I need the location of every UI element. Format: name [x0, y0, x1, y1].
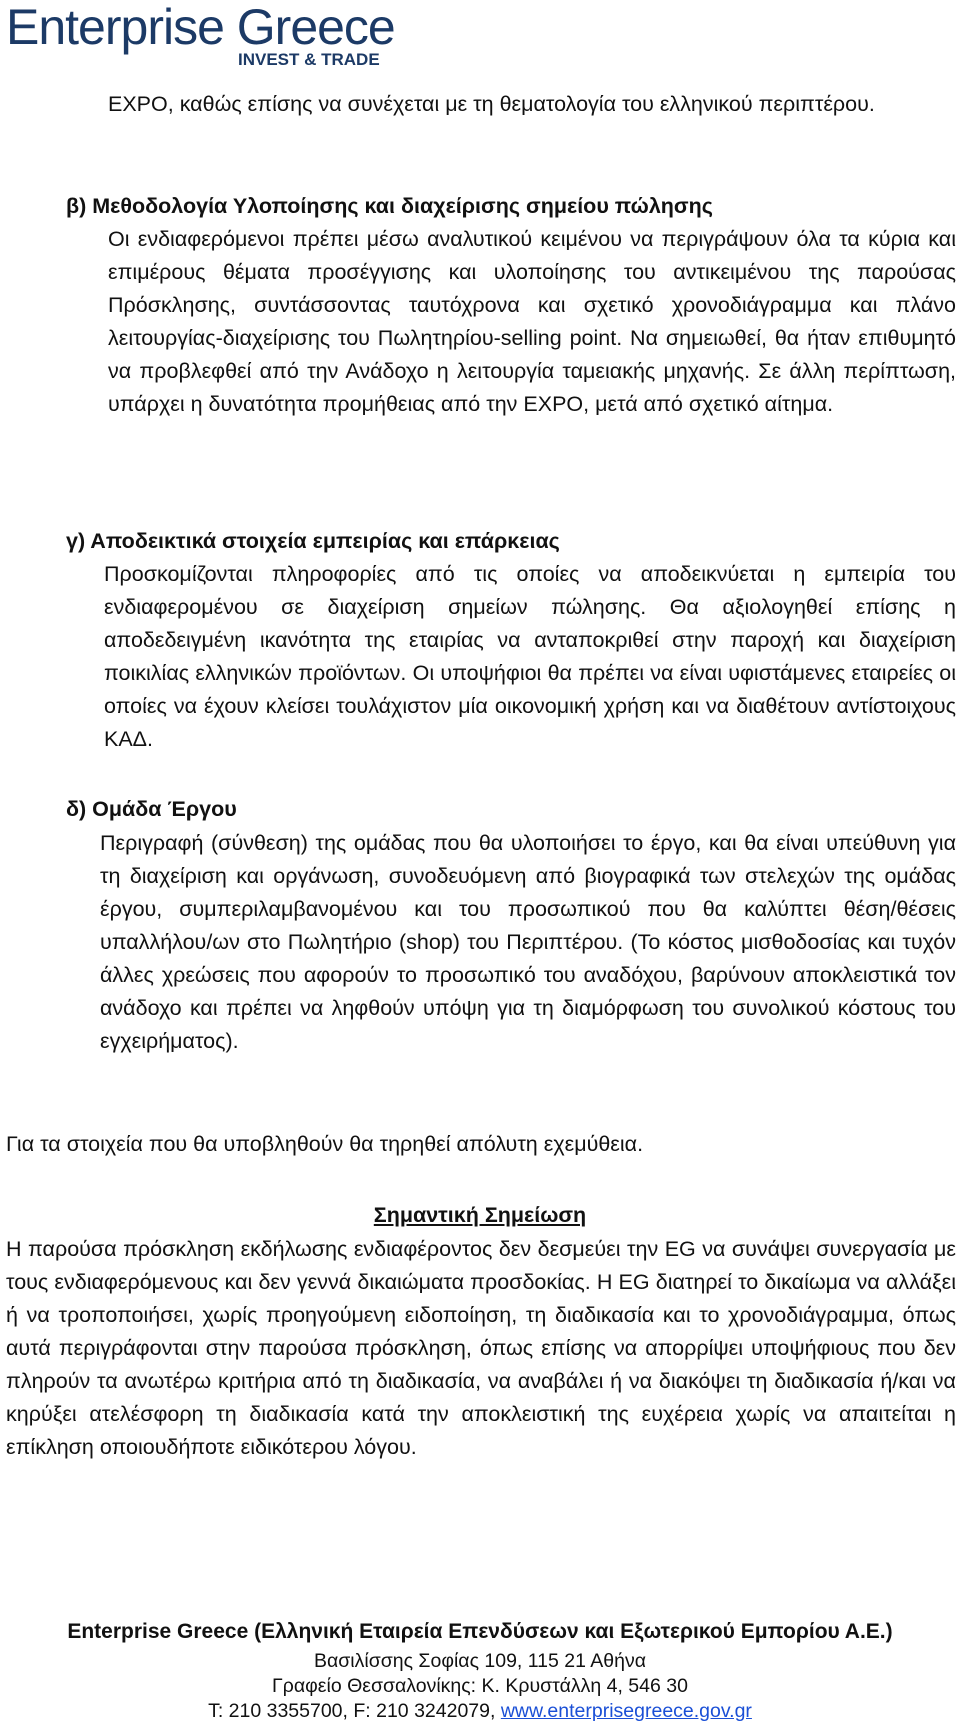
logo-title: Enterprise Greece [6, 0, 395, 55]
section-d-heading: δ) Ομάδα Έργου [66, 797, 237, 821]
enterprise-greece-logo [6, 2, 406, 70]
logo-subtitle: INVEST & TRADE [238, 50, 380, 69]
footer-website-link[interactable]: www.enterprisegreece.gov.gr [500, 1700, 752, 1722]
section-c-heading: γ) Αποδεικτικά στοιχεία εμπειρίας και επάρκειας [66, 529, 560, 553]
section-c-body: Προσκομίζονται πληροφορίες από τις οποίες να αποδεικνύεται η εμπειρία του ενδιαφερομένου σε διαχείριση σημείων πώλησης. Θα αξιολογηθεί επίσης η αποδεδειγμένη ικανότητα της εταιρίας να ανταποκριθεί στην παροχή και διαχείριση ποικιλίας ελληνικών προϊόντων. Οι υποψήφιοι θα πρέπει να είναι υφιστάμενες εταιρείες οι οποίες να έχουν κλείσει τουλάχιστον μία οικονομική χρήση και να διαθέτουν αντίστοιχους ΚΑΔ. [104, 562, 956, 751]
important-note-body: Η παρούσα πρόσκληση εκδήλωσης ενδιαφέροντος δεν δεσμεύει την EG να συνάψει συνεργασία με τους ενδιαφερόμενους και δεν γεννά δικαιώματα προσδοκίας. Η EG διατηρεί το δικαίωμα να αλλάξει ή να τροποποιήσει, χωρίς προηγούμενη ειδοποίηση, τη διαδικασία και το χρονοδιάγραμμα, όπως αυτά περιγράφονται στην παρούσα πρόσκληση, όπως επίσης να απορρίψει υποψήφιους που δεν πληρούν τα ανωτέρω κριτήρια από τη διαδικασία, να αναβάλει ή να διακόψει τη διαδικασία ή/και να κηρύξει ατελέσφορη τη διαδικασία κατά την αποκλειστική της ευχέρεια χωρίς να απαιτείται η επίκληση οποιουδήποτε ειδικότερου λόγου. [6, 1237, 956, 1459]
intro-continuation-paragraph: EXPO, καθώς επίσης να συνέχεται με τη θεματολογία του ελληνικού περιπτέρου. [108, 92, 875, 116]
section-b-heading: β) Μεθοδολογία Υλοποίησης και διαχείρισης σημείου πώλησης [66, 194, 713, 218]
important-note-heading: Σημαντική Σημείωση [373, 1203, 587, 1227]
section-d-body: Περιγραφή (σύνθεση) της ομάδας που θα υλοποιήσει το έργο, και θα είναι υπεύθυνη για τη διαχείριση και οργάνωση, συνοδευόμενη από βιογραφικά των στελεχών της ομάδας έργου, συμπεριλαμβανομένου και του προσωπικού που θα καλύπτει θέση/θέσεις υπαλλήλου/ων στο Πωλητήριο (shop) του Περιπτέρου. (Το κόστος μισθοδοσίας και τυχόν άλλες χρεώσεις που αφορούν το προσωπικό του αναδόχου, βαρύνουν αποκλειστικά τον ανάδοχο και πρέπει να ληφθούν υπόψη για τη διαμόρφωση του συνολικού κόστους του εγχειρήματος). [100, 831, 956, 1053]
confidentiality-statement: Για τα στοιχεία που θα υποβληθούν θα τηρηθεί απόλυτη εχεμύθεια. [6, 1132, 644, 1156]
footer-contact-line [0, 1698, 960, 1724]
footer-address: Βασιλίσσης Σοφίας 109, 115 21 Αθήνα [313, 1650, 647, 1672]
footer-company-name: Enterprise Greece (Ελληνική Εταιρεία Επενδύσεων και Εξωτερικού Εμπορίου Α.Ε.) [67, 1620, 893, 1643]
footer-phones: T: 210 3355700, F: 210 3242079, [208, 1700, 501, 1722]
footer-thessaloniki-office: Γραφείο Θεσσαλονίκης: Κ. Κρυστάλλη 4, 546 30 [272, 1675, 688, 1697]
section-b-body: Οι ενδιαφερόμενοι πρέπει μέσω αναλυτικού κειμένου να περιγράψουν όλα τα κύρια και επιμέρους θέματα προσέγγισης και υλοποίησης του αντικειμένου της παρούσας Πρόσκλησης, συντάσσοντας ταυτόχρονα και σχετικό χρονοδιάγραμμα και πλάνο λειτουργίας-διαχείρισης του Πωλητηρίου-selling point. Να σημειωθεί, θα ήταν επιθυμητό να προβλεφθεί από την Ανάδοχο η λειτουργία ταμειακής μηχανής. Σε άλλη περίπτωση, υπάρχει η δυνατότητα προμήθειας από την EXPO, μετά από σχετικό αίτημα. [108, 227, 956, 416]
